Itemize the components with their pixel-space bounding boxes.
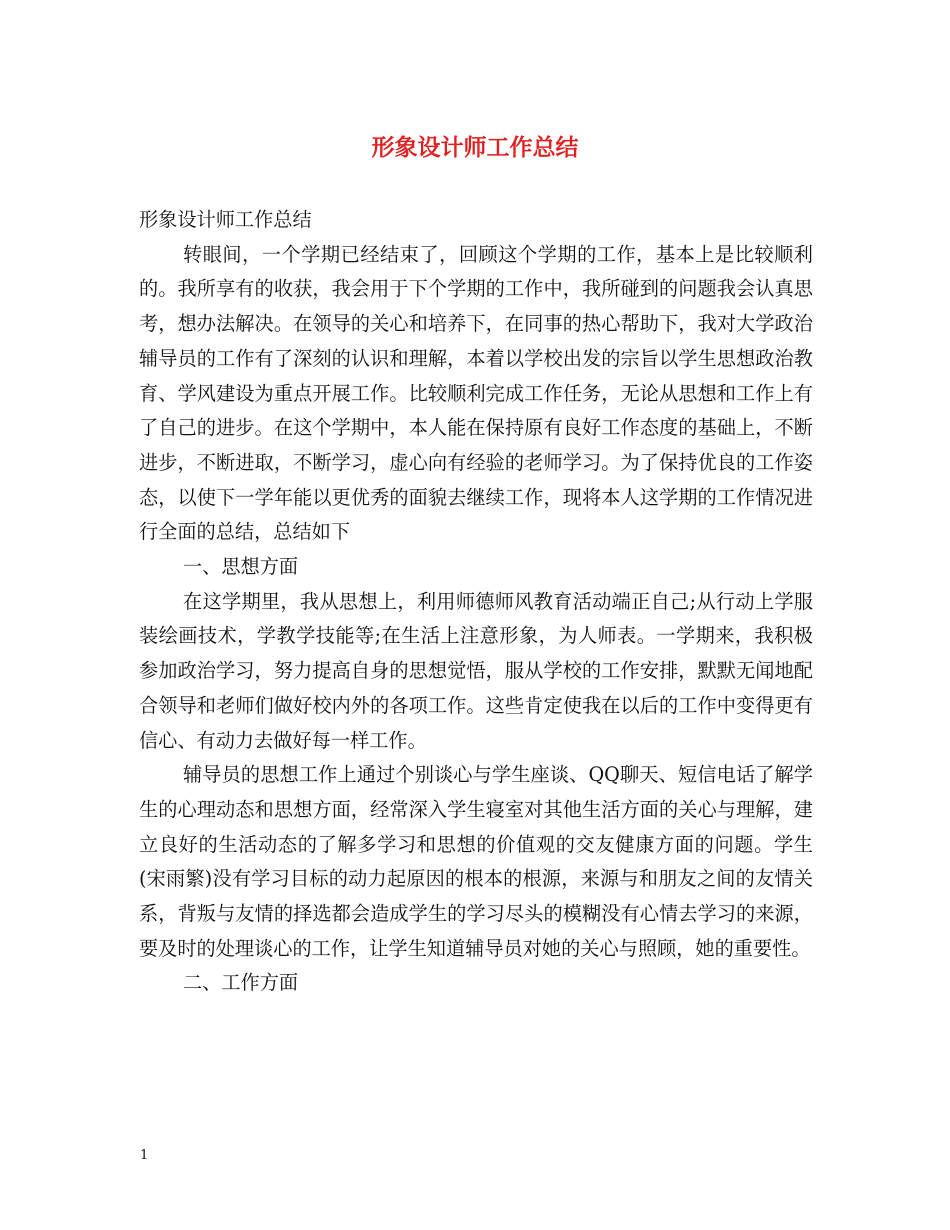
section-heading-thought: 一、思想方面 <box>183 555 299 579</box>
document-body <box>139 203 813 1001</box>
subtitle-paragraph: 形象设计师工作总结 <box>139 208 312 231</box>
page-number: 1 <box>140 1148 149 1163</box>
counselor-paragraph: 辅导员的思想工作上通过个别谈心与学生座谈、QQ聊天、短信电话了解学生的心理动态和思想方面，经常深入学生寝室对其他生活方面的关心与理解，建立良好的生活动态的了解多学习和思想的价值观的交友健康方面的问题。学生(宋雨繁)没有学习目标的动力起原因的根本的根源，来源与和朋友之间的友情关系，背叛与友情的择选都会造成学生的学习尽头的模糊没有心情去学习的来源，要及时的处理谈心的工作，让学生知道辅导员对她的关心与照顾，她的重要性。 <box>139 763 813 960</box>
section-heading-work: 二、工作方面 <box>183 971 299 995</box>
thought-paragraph: 在这学期里，我从思想上，利用师德师风教育活动端正自己;从行动上学服装绘画技术，学教学技能等;在生活上注意形象，为人师表。一学期来，我积极参加政治学习，努力提高自身的思想觉悟，服从学校的工作安排，默默无闻地配合领导和老师们做好校内外的各项工作。这些肯定使我在以后的工作中变得更有信心、有动力去做好每一样工作。 <box>139 589 813 752</box>
intro-paragraph: 转眼间，一个学期已经结束了，回顾这个学期的工作，基本上是比较顺利的。我所享有的收获，我会用于下个学期的工作中，我所碰到的问题我会认真思考，想办法解决。在领导的关心和培养下，在同事的热心帮助下，我对大学政治辅导员的工作有了深刻的认识和理解，本着以学校出发的宗旨以学生思想政治教育、学风建设为重点开展工作。比较顺利完成工作任务，无论从思想和工作上有了自己的进步。在这个学期中，本人能在保持原有良好工作态度的基础上，不断进步，不断进取，不断学习，虚心向有经验的老师学习。为了保持优良的工作姿态，以使下一学年能以更优秀的面貌去继续工作，现将本人这学期的工作情况进行全面的总结，总结如下 <box>139 242 813 544</box>
document-title: 形象设计师工作总结 <box>371 134 579 161</box>
